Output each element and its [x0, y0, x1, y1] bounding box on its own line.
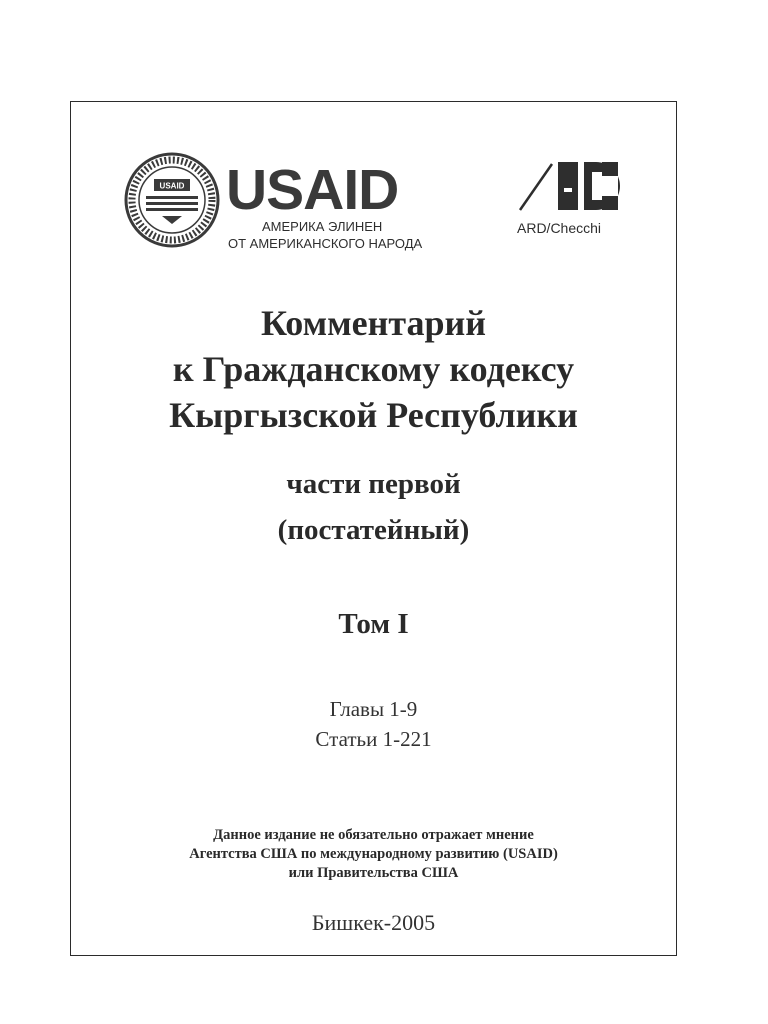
subtitle-part: части первой: [286, 468, 461, 500]
title-line-3: Кыргызской Республики: [169, 395, 578, 435]
title-line-2: к Гражданскому кодексу: [172, 349, 575, 389]
volume-label: Том I: [338, 608, 409, 640]
ard-checchi-caption: ARD/Checchi: [517, 220, 602, 236]
book-subtitle: [70, 466, 677, 548]
ard-checchi-logo-mark: [518, 158, 622, 214]
disclaimer: [70, 826, 677, 883]
svg-text:USAID: USAID: [159, 181, 185, 191]
subtitle-kind: (постатейный): [277, 514, 470, 546]
usaid-wordmark: USAID: [226, 158, 399, 222]
usaid-tagline-kyrgyz: АМЕРИКА ЭЛИНЕН: [262, 219, 383, 234]
usaid-tagline-russian: ОТ АМЕРИКАНСКОГО НАРОДА: [228, 236, 423, 251]
book-title: [70, 300, 677, 438]
disclaimer-line-3: или Правительства США: [288, 865, 459, 881]
scope-block: [70, 694, 677, 754]
chapters-range: Главы 1-9: [329, 697, 418, 721]
disclaimer-line-1: Данное издание не обязательно отражает мнение: [213, 827, 534, 843]
disclaimer-line-2: Агентства США по международному развитию (USAID): [189, 846, 558, 862]
imprint-city-year: Бишкек-2005: [311, 910, 436, 935]
usaid-seal-logo: [124, 152, 220, 248]
title-line-1: Комментарий: [260, 303, 487, 343]
articles-range: Статьи 1-221: [315, 727, 432, 751]
